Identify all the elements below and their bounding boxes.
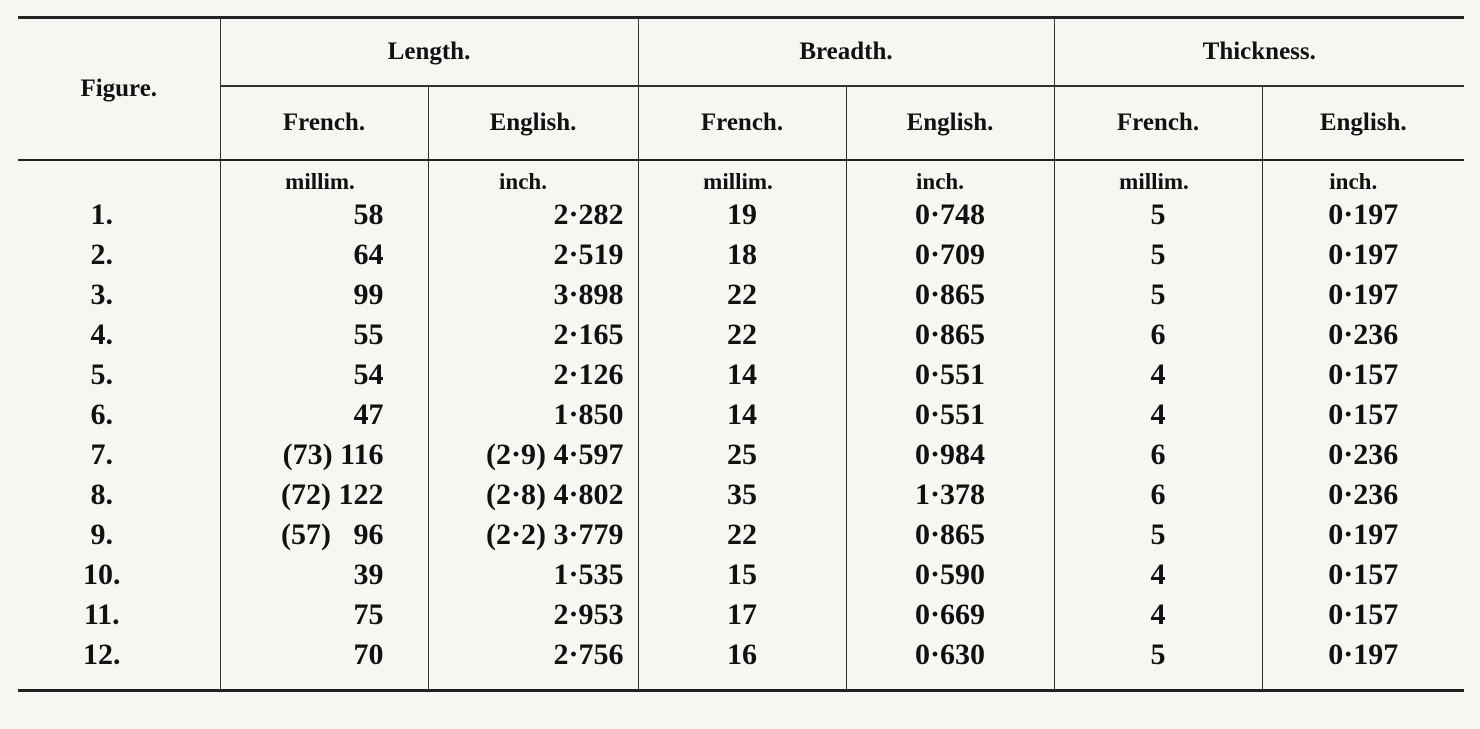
length-english-cell: (2·2) 3·779: [428, 515, 638, 555]
table-row: [18, 195, 1464, 235]
table-row: [18, 635, 1464, 675]
thickness-french-cell: 6: [1054, 475, 1262, 515]
spacer-cell: [428, 675, 638, 691]
table-row: [18, 595, 1464, 635]
length-french-cell: (72) 122: [220, 475, 428, 515]
length-french-cell: 47: [220, 395, 428, 435]
length-french-cell: (73) 116: [220, 435, 428, 475]
length-french-cell: 39: [220, 555, 428, 595]
units-row: [18, 160, 1464, 195]
breadth-french-cell: 15: [638, 555, 846, 595]
figure-cell: 12.: [83, 638, 121, 671]
thickness-english-cell: 0·197: [1262, 195, 1464, 235]
thickness-english-cell: 0·197: [1262, 635, 1464, 675]
thickness-french-cell: 4: [1054, 355, 1262, 395]
table-row: [18, 355, 1464, 395]
thickness-english-cell: 0·197: [1262, 275, 1464, 315]
length-french-cell: 75: [220, 595, 428, 635]
length-english-cell: 3·898: [428, 275, 638, 315]
table-row: [18, 275, 1464, 315]
breadth-french-cell: 17: [638, 595, 846, 635]
thickness-french-cell: 5: [1054, 635, 1262, 675]
figure-cell: 8.: [90, 478, 113, 511]
length-english-cell: 2·519: [428, 235, 638, 275]
length-french-cell: (57) 96: [220, 515, 428, 555]
units-figure-cell: [18, 160, 220, 195]
unit-length-french: millim.: [220, 160, 428, 195]
unit-breadth-french: millim.: [638, 160, 846, 195]
spacer-cell: [846, 675, 1054, 691]
breadth-english-cell: 1·378: [846, 475, 1054, 515]
breadth-english-cell: 0·551: [846, 355, 1054, 395]
thickness-english-cell: 0·236: [1262, 315, 1464, 355]
unit-length-english: inch.: [428, 160, 638, 195]
breadth-english-cell: 0·709: [846, 235, 1054, 275]
thickness-french-cell: 4: [1054, 555, 1262, 595]
length-english-cell: 2·282: [428, 195, 638, 235]
thickness-french-cell: 4: [1054, 395, 1262, 435]
measurements-table: [18, 16, 1464, 692]
length-english-cell: 2·126: [428, 355, 638, 395]
figure-cell: 9.: [90, 518, 113, 551]
thickness-english-cell: 0·236: [1262, 435, 1464, 475]
length-french-header: French.: [220, 86, 428, 160]
thickness-group-header: Thickness.: [1054, 18, 1464, 87]
breadth-french-cell: 14: [638, 355, 846, 395]
length-english-cell: (2·9) 4·597: [428, 435, 638, 475]
table-row: [18, 315, 1464, 355]
table-bottom-rule: [18, 675, 1464, 691]
length-english-cell: 2·953: [428, 595, 638, 635]
spacer-cell: [18, 675, 220, 691]
thickness-english-cell: 0·236: [1262, 475, 1464, 515]
breadth-french-cell: 19: [638, 195, 846, 235]
length-english-cell: 2·165: [428, 315, 638, 355]
length-french-cell: 58: [220, 195, 428, 235]
thickness-english-cell: 0·197: [1262, 235, 1464, 275]
thickness-english-header: English.: [1262, 86, 1464, 160]
table-row: [18, 435, 1464, 475]
breadth-french-cell: 35: [638, 475, 846, 515]
spacer-cell: [1054, 675, 1262, 691]
breadth-group-header: Breadth.: [638, 18, 1054, 87]
thickness-french-cell: 6: [1054, 435, 1262, 475]
table-row: [18, 475, 1464, 515]
length-english-cell: 1·535: [428, 555, 638, 595]
breadth-english-cell: 0·551: [846, 395, 1054, 435]
figure-cell: 1.: [90, 198, 113, 231]
figure-cell: 6.: [90, 398, 113, 431]
figure-column-header: Figure.: [18, 18, 220, 161]
table-row: [18, 395, 1464, 435]
spacer-cell: [220, 675, 428, 691]
length-french-cell: 70: [220, 635, 428, 675]
breadth-english-cell: 0·630: [846, 635, 1054, 675]
breadth-english-header: English.: [846, 86, 1054, 160]
length-group-header: Length.: [220, 18, 638, 87]
length-french-cell: 99: [220, 275, 428, 315]
breadth-french-cell: 18: [638, 235, 846, 275]
thickness-french-header: French.: [1054, 86, 1262, 160]
figure-cell: 2.: [90, 238, 113, 271]
breadth-french-header: French.: [638, 86, 846, 160]
breadth-english-cell: 0·865: [846, 315, 1054, 355]
thickness-french-cell: 5: [1054, 195, 1262, 235]
thickness-french-cell: 5: [1054, 515, 1262, 555]
breadth-english-cell: 0·865: [846, 275, 1054, 315]
length-french-cell: 64: [220, 235, 428, 275]
length-english-cell: 1·850: [428, 395, 638, 435]
table-row: [18, 235, 1464, 275]
length-french-cell: 55: [220, 315, 428, 355]
breadth-english-cell: 0·748: [846, 195, 1054, 235]
figure-cell: 10.: [83, 558, 121, 591]
figure-cell: 5.: [90, 358, 113, 391]
breadth-french-cell: 16: [638, 635, 846, 675]
thickness-english-cell: 0·157: [1262, 595, 1464, 635]
figure-cell: 4.: [90, 318, 113, 351]
thickness-english-cell: 0·197: [1262, 515, 1464, 555]
thickness-english-cell: 0·157: [1262, 355, 1464, 395]
figure-cell: 3.: [90, 278, 113, 311]
unit-breadth-english: inch.: [846, 160, 1054, 195]
table-row: [18, 555, 1464, 595]
thickness-french-cell: 4: [1054, 595, 1262, 635]
figure-cell: 7.: [90, 438, 113, 471]
spacer-cell: [638, 675, 846, 691]
length-english-header: English.: [428, 86, 638, 160]
document-page: [18, 16, 1464, 716]
breadth-english-cell: 0·984: [846, 435, 1054, 475]
breadth-english-cell: 0·590: [846, 555, 1054, 595]
length-english-cell: (2·8) 4·802: [428, 475, 638, 515]
breadth-french-cell: 25: [638, 435, 846, 475]
breadth-french-cell: 22: [638, 275, 846, 315]
breadth-english-cell: 0·865: [846, 515, 1054, 555]
table-row: [18, 515, 1464, 555]
breadth-french-cell: 14: [638, 395, 846, 435]
length-french-cell: 54: [220, 355, 428, 395]
length-english-cell: 2·756: [428, 635, 638, 675]
breadth-french-cell: 22: [638, 515, 846, 555]
breadth-french-cell: 22: [638, 315, 846, 355]
table-body: [18, 160, 1464, 691]
spacer-cell: [1262, 675, 1464, 691]
thickness-english-cell: 0·157: [1262, 395, 1464, 435]
thickness-english-cell: 0·157: [1262, 555, 1464, 595]
thickness-french-cell: 5: [1054, 275, 1262, 315]
figure-cell: 11.: [83, 598, 120, 631]
breadth-english-cell: 0·669: [846, 595, 1054, 635]
thickness-french-cell: 6: [1054, 315, 1262, 355]
unit-thickness-english: inch.: [1262, 160, 1464, 195]
unit-thickness-french: millim.: [1054, 160, 1262, 195]
thickness-french-cell: 5: [1054, 235, 1262, 275]
